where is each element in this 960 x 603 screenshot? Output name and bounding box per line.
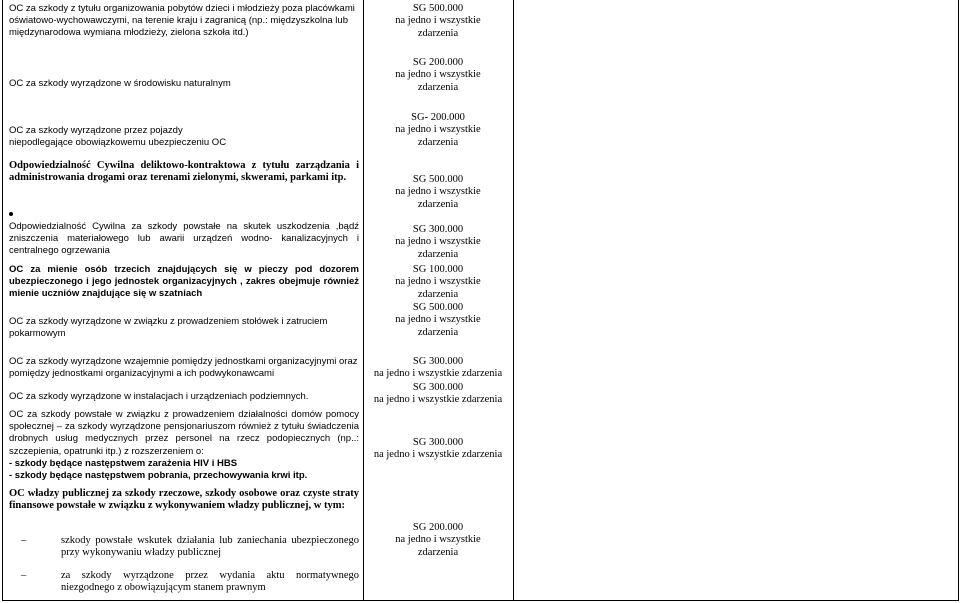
row-8-scope: na jedno i wszystkie zdarzenia xyxy=(373,394,503,406)
row-0-scope: na jedno i wszystkie xyxy=(395,15,481,27)
row-4-scope: na jedno i wszystkie xyxy=(395,236,481,248)
row-7-scope: na jedno i wszystkie zdarzenia xyxy=(373,368,503,380)
row-2-sum xyxy=(371,112,505,149)
row-9-sum xyxy=(366,437,510,462)
row-1-description: OC za szkody wyrządzone w środowisku naturalnym xyxy=(9,78,231,89)
row-4-sum xyxy=(371,224,505,261)
row-10-item-1: szkody powstałe wskutek działania lub zaniechania ubezpieczonego przy wykonywaniu władzy publicznej xyxy=(61,535,359,559)
row-10-description: OC władzy publicznej za szkody rzeczowe, szkody osobowe oraz czyste straty finansowe powstałe w związku z wykonywaniem władzy publicznej, w tym: xyxy=(9,488,359,512)
row-9-sum-value: SG 300.000 xyxy=(412,437,464,448)
row-8-sum-value: SG 300.000 xyxy=(412,382,464,393)
row-8-sum xyxy=(366,382,510,407)
row-6-sum xyxy=(371,302,505,339)
row-4-description: Odpowiedzialność Cywilna za szkody powstałe na skutek uszkodzenia ,bądź zniszczenia materiałowego lub awarii urządzeń wodno- kanalizacyjnych i centralnego ogrzewania xyxy=(9,221,359,257)
row-0-sum-value: SG 500.000 xyxy=(412,3,464,14)
column-divider-2 xyxy=(513,0,514,600)
row-9-scope: na jedno i wszystkie zdarzenia xyxy=(373,449,503,461)
row-9-text: OC za szkody powstałe w związku z prowadzeniem działalności domów pomocy społecznej – za szkody wyrządzone pensjonariuszom również z tytułu świadczenia drobnych usług medycznych przez personel na rzecz podopiecznych (np..: szczepienia, opatrunki itp.) z rozszerzeniem o: xyxy=(9,409,359,457)
row-3-description: Odpowiedzialność Cywilna deliktowo-kontraktowa z tytułu zarządzania i administrowania drogami oraz terenami zielonymi, skwerami, parkami itp. xyxy=(9,160,359,184)
row-9-description xyxy=(9,409,359,482)
row-4-scope-2: zdarzenia xyxy=(417,248,459,260)
row-6-description: OC za szkody wyrządzone w związku z prowadzeniem stołówek i zatruciem pokarmowym xyxy=(9,316,328,340)
row-1-scope: na jedno i wszystkie xyxy=(395,69,481,81)
row-1-sum xyxy=(371,57,505,94)
row-4-sum-value: SG 300.000 xyxy=(412,224,464,235)
coverage-table xyxy=(2,0,959,601)
row-5-sum xyxy=(371,264,505,301)
dash-icon: – xyxy=(21,535,27,546)
row-6-sum-value: SG 500.000 xyxy=(412,302,464,313)
row-5-scope-2: zdarzenia xyxy=(417,288,459,300)
row-3-scope-2: zdarzenia xyxy=(417,198,459,210)
row-0-sum xyxy=(371,3,505,40)
row-1-sum-value: SG 200.000 xyxy=(412,57,464,68)
row-1-scope-2: zdarzenia xyxy=(417,81,459,93)
row-2-scope: na jedno i wszystkie xyxy=(395,124,481,136)
row-8-description: OC za szkody wyrządzone w instalacjach i urządzeniach podziemnych. xyxy=(9,391,309,402)
row-6-scope-2: zdarzenia xyxy=(417,326,459,338)
row-2-scope-2: zdarzenia xyxy=(417,136,459,148)
row-10-sum xyxy=(371,522,505,559)
row-0-description: OC za szkody z tytułu organizowania pobytów dzieci i młodzieży poza placówkami oświatowo-wychowawczymi, na terenie kraju i zagranicą (np.: międzyszkolna lub międzynarodowa wymiana młodzieży, zielona szkoła itd.) xyxy=(9,3,355,39)
row-3-sum-value: SG 500.000 xyxy=(412,174,464,185)
row-0-scope-2: zdarzenia xyxy=(417,27,459,39)
row-10-sum-value: SG 200.000 xyxy=(412,522,464,533)
row-5-description: OC za mienie osób trzecich znajdujących się w pieczy pod dozorem ubezpieczonego i jego jednostek organizacyjnych , zakres obejmuje również mienie uczniów znajdujące się w szatniach xyxy=(9,264,359,300)
row-9-line-2: - szkody będące następstwem zarażenia HIV i HBS xyxy=(9,457,238,469)
row-2-sum-value: SG- 200.000 xyxy=(411,112,465,123)
row-2-description: OC za szkody wyrządzone przez pojazdy niepodlegające obowiązkowemu ubezpieczeniu OC xyxy=(9,125,227,149)
row-3-sum xyxy=(371,174,505,211)
bullet-icon xyxy=(9,212,13,216)
row-3-scope: na jedno i wszystkie xyxy=(395,186,481,198)
row-5-scope: na jedno i wszystkie xyxy=(395,276,481,288)
row-10-scope: na jedno i wszystkie xyxy=(395,534,481,546)
row-10-item-2: za szkody wyrządzone przez wydania aktu normatywnego niezgodnego z obowiązującym stanem prawnym xyxy=(61,570,359,594)
row-7-description: OC za szkody wyrządzone wzajemnie pomiędzy jednostkami organizacyjnymi oraz pomiędzy jednostkami organizacyjnymi a ich podwykonawcami xyxy=(9,356,358,380)
row-7-sum-value: SG 300.000 xyxy=(412,356,464,367)
row-9-line-3: - szkody będące następstwem pobrania, przechowywania krwi itp. xyxy=(9,470,308,482)
row-5-sum-value: SG 100.000 xyxy=(412,264,464,275)
row-7-sum xyxy=(366,356,510,381)
row-6-scope: na jedno i wszystkie xyxy=(395,314,481,326)
column-divider-1 xyxy=(363,0,364,600)
dash-icon: – xyxy=(21,570,27,581)
row-10-scope-2: zdarzenia xyxy=(417,546,459,558)
